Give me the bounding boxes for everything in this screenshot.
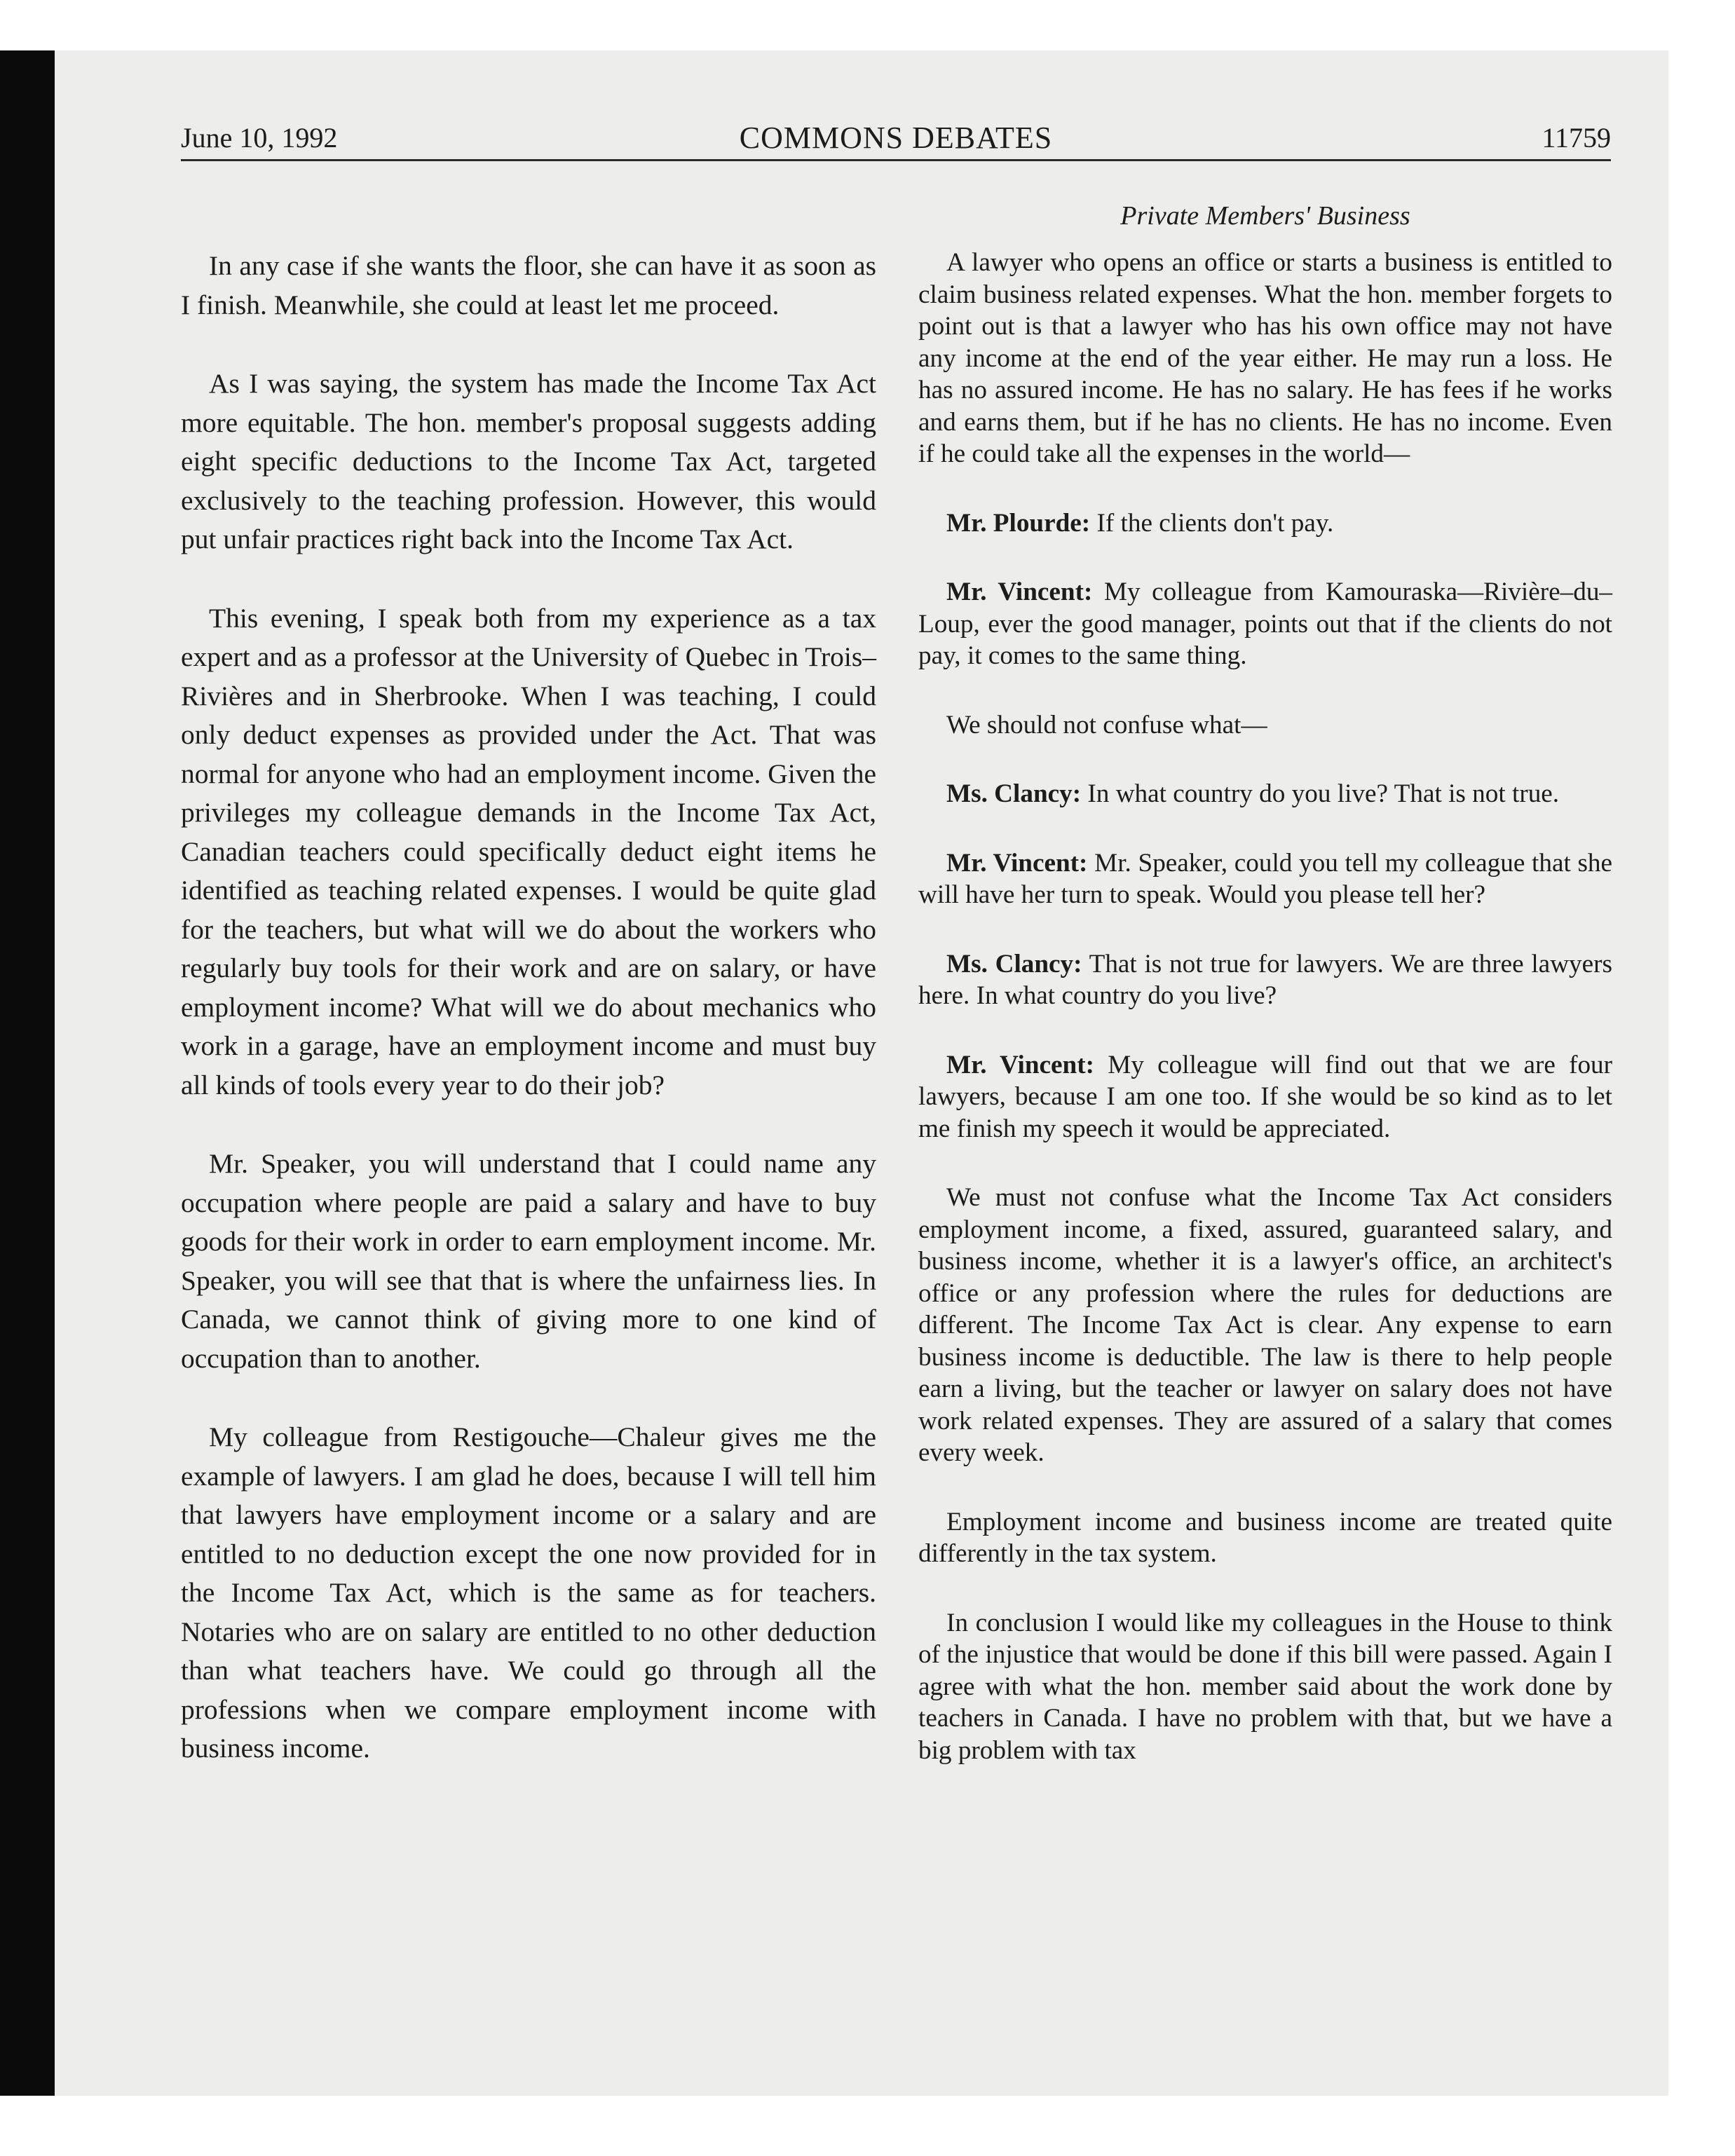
speaker-name: Ms. Clancy: — [946, 779, 1082, 808]
speaker-name: Mr. Vincent: — [946, 1050, 1095, 1079]
speech-text: That is not true for lawyers. We are three lawyers here. In what country do you live? — [918, 949, 1612, 1010]
left-column — [181, 247, 876, 1768]
paragraph-text: We must not confuse what the Income Tax Act considers employment income, a fixed, assured, guaranteed salary, and business income, whether it is a lawyer's office, an architect's office or any profession where the rules for deductions are different. The Income Tax Act is clear. Any expense to earn business income is deductible. The law is there to help people earn a living, but the teacher or lawyer on salary does not have work related expenses. They are assured of a salary that comes every week. — [918, 1183, 1612, 1467]
speech-text: My colleague from Kamouraska—Rivière–du–Loup, ever the good manager, points out that if the clients do not pay, it comes to the same thing. — [918, 578, 1613, 670]
paragraph: As I was saying, the system has made the Income Tax Act more equitable. The hon. member's proposal suggests adding eight specific deductions to the Income Tax Act, targeted exclusively to the teaching profession. However, this would put unfair practices right back into the Income Tax Act. — [181, 368, 876, 554]
scan-edge-bar — [0, 50, 55, 2096]
speech-paragraph — [918, 847, 1612, 911]
header-rule — [181, 159, 1611, 161]
paragraph-text: Employment income and business income are treated quite differently in the tax system. — [918, 1507, 1612, 1568]
speaker-name: Mr. Vincent: — [946, 848, 1088, 878]
speaker-name: Mr. Vincent: — [946, 578, 1093, 606]
paragraph — [918, 1182, 1612, 1469]
paragraph: Mr. Speaker, you will understand that I could name any occupation where people are paid a salary and have to buy goods for their work in order to earn employment income. Mr. Speaker, you will see that that is where the unfairness lies. In Canada, we cannot think of giving more to one kind of occupation than to another. — [181, 1148, 876, 1374]
speech-paragraph — [918, 576, 1612, 672]
paragraph — [918, 1607, 1612, 1767]
paragraph — [918, 247, 1612, 470]
speaker-name: Ms. Clancy: — [946, 949, 1082, 978]
header-publication-title: COMMONS DEBATES — [739, 121, 1053, 155]
speech-text: My colleague will find out that we are four lawyers, because I am one too. If she would be so kind as to let me finish my speech it would be appreciated. — [918, 1050, 1613, 1143]
header-date: June 10, 1992 — [181, 122, 338, 153]
speech-paragraph — [918, 948, 1612, 1012]
speech-paragraph — [918, 778, 1612, 810]
paragraph: My colleague from Restigouche—Chaleur gives me the example of lawyers. I am glad he does, because I will tell him that lawyers have employment income or a salary and are entitled to no deduction except the one now provided for in the Income Tax Act, which is the same as for teachers. Notaries who are on salary are entitled to no other deduction than what teachers have. We could go through all the professions when we compare employment income with business income. — [181, 1421, 876, 1763]
section-label: Private Members' Business — [1120, 201, 1410, 231]
paragraph-text: In conclusion I would like my colleagues in the House to think of the injustice that would be done if this bill were passed. Again I agree with what the hon. member said about the work done by teachers in Canada. I have no problem with that, but we have a big problem with tax — [918, 1608, 1612, 1765]
running-head — [181, 121, 1611, 161]
paragraph — [918, 1506, 1612, 1570]
paragraph-text: We should not confuse what— — [946, 710, 1267, 739]
speech-text: Mr. Speaker, could you tell my colleague that she will have her turn to speak. Would you please tell her? — [918, 848, 1613, 909]
speaker-name: Mr. Plourde: — [946, 508, 1091, 538]
speech-text: In what country do you live? That is not true. — [1087, 779, 1560, 808]
paragraph-text: A lawyer who opens an office or starts a business is entitled to claim business related expenses. What the hon. member forgets to point out is that a lawyer who has his own office may not have any income at the end of the year either. He may run a loss. He has no assured income. He has no salary. He has fees if he works and earns them, but if he has no clients. He has no income. Even if he could take all the expenses in the world— — [918, 248, 1612, 468]
header-page-number: 11759 — [1542, 122, 1611, 153]
paragraph — [918, 709, 1612, 742]
speech-text: If the clients don't pay. — [1096, 508, 1334, 538]
speech-paragraph — [918, 1049, 1612, 1145]
paragraph: This evening, I speak both from my experience as a tax expert and as a professor at the University of Quebec in Trois–Rivières and in Sherbrooke. When I was teaching, I could only deduct expenses as provided under the Act. That was normal for anyone who had an employment income. Given the privileges my colleague demands in the Income Tax Act, Canadian teachers could specifically deduct eight items he identified as teaching related expenses. I would be quite glad for the teachers, but what will we do about the workers who regularly buy tools for their work and are on salary, or have employment income? What will we do about mechanics who work in a garage, have an employment income and must buy all kinds of tools every year to do their job? — [181, 602, 876, 1100]
paragraph: In any case if she wants the floor, she can have it as soon as I finish. Meanwhile, she could at least let me proceed. — [181, 250, 876, 320]
speech-paragraph — [918, 507, 1612, 540]
right-column — [918, 247, 1612, 1766]
